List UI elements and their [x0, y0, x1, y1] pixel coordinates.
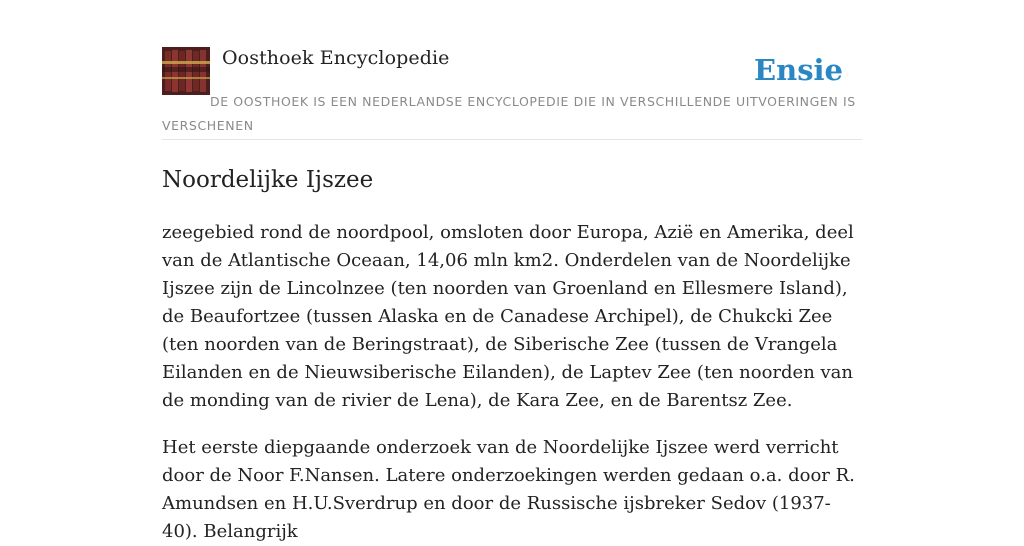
- content-container: [162, 46, 862, 546]
- brand-logo[interactable]: Ensie: [754, 53, 843, 87]
- site-title[interactable]: Oosthoek Encyclopedie: [222, 47, 450, 69]
- site-header: [162, 46, 862, 140]
- article-paragraph: Het eerste diepgaande onderzoek van de Noordelijke Ijszee werd verricht door de Noor F.Nansen. Latere onderzoekingen werden gedaan o.a. door R. Amundsen en H.U.Sverdrup en door de Russische ijsbreker Sedov (1937-40). Belangrijk: [162, 437, 855, 542]
- article-body: [162, 219, 862, 546]
- site-avatar[interactable]: [162, 47, 210, 95]
- site-tagline: DE OOSTHOEK IS EEN NEDERLANDSE ENCYCLOPEDIE DIE IN VERSCHILLENDE UITVOERINGEN IS VERSCHENEN: [162, 94, 856, 133]
- article-title: Noordelijke Ijszee: [162, 167, 374, 193]
- article-paragraph: zeegebied rond de noordpool, omsloten door Europa, Azië en Amerika, deel van de Atlantische Oceaan, 14,06 mln km2. Onderdelen van de Noordelijke Ijszee zijn de Lincolnzee (ten noorden van Groenland en Ellesmere Island), de Beaufortzee (tussen Alaska en de Canadese Archipel), de Chukcki Zee (ten noorden van de Beringstraat), de Siberische Zee (tussen de Vrangela Eilanden en de Nieuwsiberische Eilanden), de Laptev Zee (ten noorden van de monding van de rivier de Lena), de Kara Zee, en de Barentsz Zee.: [162, 222, 854, 411]
- book-spines-icon: [162, 47, 210, 95]
